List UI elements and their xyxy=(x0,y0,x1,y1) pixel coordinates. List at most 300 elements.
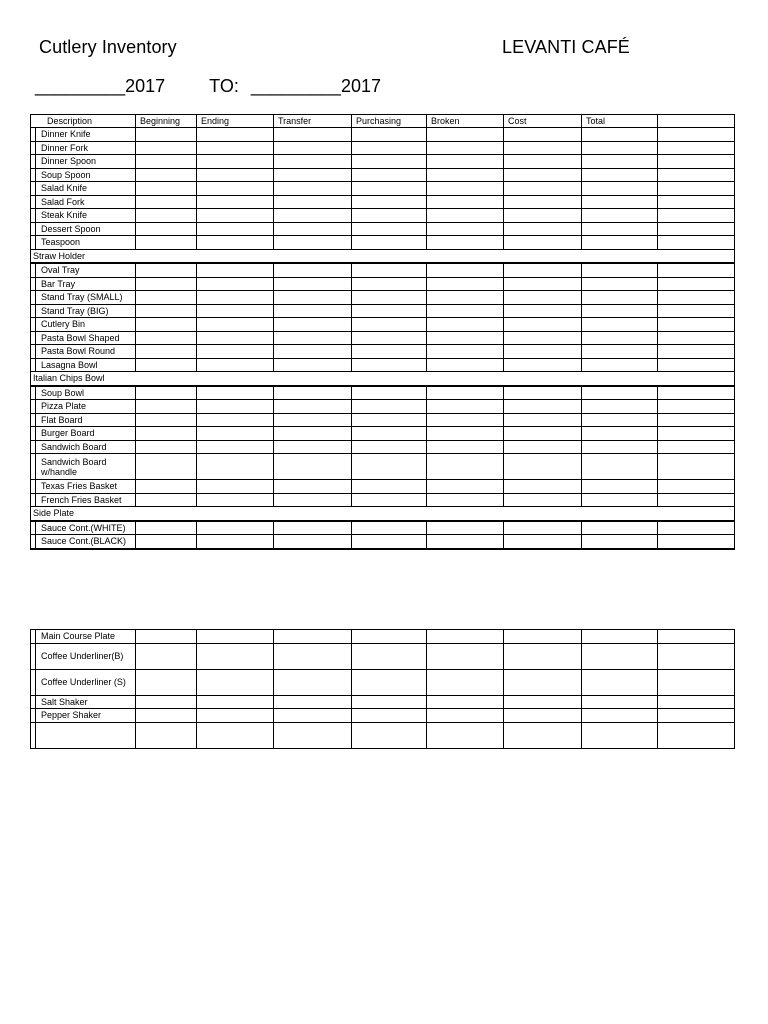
cell-beginning[interactable] xyxy=(136,236,197,250)
section-row xyxy=(31,372,735,386)
table-header-row xyxy=(31,115,735,128)
cell-ending[interactable] xyxy=(197,521,274,535)
cell-total[interactable] xyxy=(582,318,658,332)
cell-beginning[interactable] xyxy=(136,358,197,372)
date-range xyxy=(35,76,381,97)
cell-transfer[interactable] xyxy=(274,493,352,507)
cell-ending[interactable] xyxy=(197,643,274,669)
cell-beginning[interactable] xyxy=(136,630,197,644)
cell-purchasing[interactable] xyxy=(352,236,427,250)
cell-purchasing[interactable] xyxy=(352,291,427,305)
cell-cost[interactable] xyxy=(504,413,582,427)
cell-total[interactable] xyxy=(582,263,658,277)
cell-purchasing[interactable] xyxy=(352,630,427,644)
cell-total[interactable] xyxy=(582,195,658,209)
cell-extra[interactable] xyxy=(658,209,735,223)
cell-beginning[interactable] xyxy=(136,440,197,454)
cell-cost[interactable] xyxy=(504,695,582,709)
cell-cost[interactable] xyxy=(504,128,582,142)
cell-ending[interactable] xyxy=(197,277,274,291)
cell-extra[interactable] xyxy=(658,318,735,332)
cell-extra[interactable] xyxy=(658,535,735,549)
cell-beginning[interactable] xyxy=(136,318,197,332)
cell-extra[interactable] xyxy=(658,263,735,277)
cell-total[interactable] xyxy=(582,141,658,155)
cell-cost[interactable] xyxy=(504,141,582,155)
cell-purchasing[interactable] xyxy=(352,209,427,223)
cell-beginning[interactable] xyxy=(136,454,197,480)
cell-transfer[interactable] xyxy=(274,630,352,644)
cell-transfer[interactable] xyxy=(274,182,352,196)
cell-transfer[interactable] xyxy=(274,454,352,480)
cell-beginning[interactable] xyxy=(136,263,197,277)
cell-total[interactable] xyxy=(582,454,658,480)
cell-broken[interactable] xyxy=(427,413,504,427)
cell-transfer[interactable] xyxy=(274,318,352,332)
table-row xyxy=(31,155,735,169)
cell-cost[interactable] xyxy=(504,722,582,748)
cell-purchasing[interactable] xyxy=(352,427,427,441)
cell-ending[interactable] xyxy=(197,427,274,441)
cell-extra[interactable] xyxy=(658,709,735,723)
cell-total[interactable] xyxy=(582,304,658,318)
cell-broken[interactable] xyxy=(427,222,504,236)
cell-extra[interactable] xyxy=(658,345,735,359)
to-year: 2017 xyxy=(340,76,381,96)
cell-purchasing[interactable] xyxy=(352,182,427,196)
cell-total[interactable] xyxy=(582,643,658,669)
cell-total[interactable] xyxy=(582,236,658,250)
cell-ending[interactable] xyxy=(197,454,274,480)
cell-broken[interactable] xyxy=(427,722,504,748)
cell-purchasing[interactable] xyxy=(352,521,427,535)
cell-total[interactable] xyxy=(582,345,658,359)
col-header-broken: Broken xyxy=(427,115,504,128)
cell-purchasing[interactable] xyxy=(352,493,427,507)
cell-total[interactable] xyxy=(582,630,658,644)
cell-extra[interactable] xyxy=(658,480,735,494)
item-description: Teaspoon xyxy=(36,236,136,250)
cell-transfer[interactable] xyxy=(274,304,352,318)
cell-ending[interactable] xyxy=(197,155,274,169)
table-row xyxy=(31,222,735,236)
cell-cost[interactable] xyxy=(504,440,582,454)
cell-extra[interactable] xyxy=(658,493,735,507)
cell-transfer[interactable] xyxy=(274,345,352,359)
cell-beginning[interactable] xyxy=(136,521,197,535)
cell-total[interactable] xyxy=(582,669,658,695)
cell-beginning[interactable] xyxy=(136,277,197,291)
cell-broken[interactable] xyxy=(427,521,504,535)
cell-purchasing[interactable] xyxy=(352,709,427,723)
cell-beginning[interactable] xyxy=(136,155,197,169)
cell-purchasing[interactable] xyxy=(352,222,427,236)
cell-cost[interactable] xyxy=(504,358,582,372)
item-description: Bar Tray xyxy=(36,277,136,291)
cell-beginning[interactable] xyxy=(136,427,197,441)
table-row xyxy=(31,141,735,155)
cell-purchasing[interactable] xyxy=(352,480,427,494)
cell-broken[interactable] xyxy=(427,195,504,209)
cell-transfer[interactable] xyxy=(274,386,352,400)
cell-ending[interactable] xyxy=(197,480,274,494)
cell-purchasing[interactable] xyxy=(352,643,427,669)
col-header-purchasing: Purchasing xyxy=(352,115,427,128)
cell-broken[interactable] xyxy=(427,630,504,644)
cell-purchasing[interactable] xyxy=(352,304,427,318)
cell-broken[interactable] xyxy=(427,669,504,695)
cell-transfer[interactable] xyxy=(274,521,352,535)
cell-beginning[interactable] xyxy=(136,345,197,359)
cell-beginning[interactable] xyxy=(136,722,197,748)
cell-total[interactable] xyxy=(582,709,658,723)
cell-ending[interactable] xyxy=(197,195,274,209)
cell-cost[interactable] xyxy=(504,669,582,695)
cell-total[interactable] xyxy=(582,291,658,305)
cell-purchasing[interactable] xyxy=(352,155,427,169)
cell-beginning[interactable] xyxy=(136,493,197,507)
cell-broken[interactable] xyxy=(427,427,504,441)
item-description: Soup Spoon xyxy=(36,168,136,182)
cell-broken[interactable] xyxy=(427,643,504,669)
cell-extra[interactable] xyxy=(658,182,735,196)
col-header-total: Total xyxy=(582,115,658,128)
cell-broken[interactable] xyxy=(427,128,504,142)
cell-transfer[interactable] xyxy=(274,236,352,250)
cell-broken[interactable] xyxy=(427,386,504,400)
cell-cost[interactable] xyxy=(504,155,582,169)
cell-purchasing[interactable] xyxy=(352,440,427,454)
cell-extra[interactable] xyxy=(658,427,735,441)
cell-ending[interactable] xyxy=(197,291,274,305)
cell-ending[interactable] xyxy=(197,722,274,748)
cell-beginning[interactable] xyxy=(136,643,197,669)
cell-cost[interactable] xyxy=(504,318,582,332)
cell-total[interactable] xyxy=(582,400,658,414)
cell-transfer[interactable] xyxy=(274,413,352,427)
cell-transfer[interactable] xyxy=(274,643,352,669)
document-title: Cutlery Inventory xyxy=(39,37,177,57)
cell-ending[interactable] xyxy=(197,222,274,236)
section-row xyxy=(31,249,735,263)
table-row xyxy=(31,277,735,291)
cell-transfer[interactable] xyxy=(274,400,352,414)
cell-extra[interactable] xyxy=(658,155,735,169)
section-label: Straw Holder xyxy=(31,249,735,263)
cell-total[interactable] xyxy=(582,182,658,196)
item-description: Stand Tray (BIG) xyxy=(36,304,136,318)
cell-ending[interactable] xyxy=(197,358,274,372)
cell-purchasing[interactable] xyxy=(352,195,427,209)
col-header-description: Description xyxy=(31,115,136,128)
cell-purchasing[interactable] xyxy=(352,318,427,332)
cell-ending[interactable] xyxy=(197,304,274,318)
cell-transfer[interactable] xyxy=(274,427,352,441)
cell-broken[interactable] xyxy=(427,709,504,723)
cell-total[interactable] xyxy=(582,168,658,182)
cell-cost[interactable] xyxy=(504,386,582,400)
cell-ending[interactable] xyxy=(197,141,274,155)
cell-cost[interactable] xyxy=(504,222,582,236)
cell-beginning[interactable] xyxy=(136,709,197,723)
cell-purchasing[interactable] xyxy=(352,277,427,291)
cell-broken[interactable] xyxy=(427,493,504,507)
cell-cost[interactable] xyxy=(504,493,582,507)
cell-extra[interactable] xyxy=(658,195,735,209)
cell-extra[interactable] xyxy=(658,643,735,669)
cell-ending[interactable] xyxy=(197,128,274,142)
cell-transfer[interactable] xyxy=(274,722,352,748)
cell-broken[interactable] xyxy=(427,182,504,196)
cell-ending[interactable] xyxy=(197,331,274,345)
cell-ending[interactable] xyxy=(197,263,274,277)
cell-extra[interactable] xyxy=(658,669,735,695)
cell-transfer[interactable] xyxy=(274,222,352,236)
cell-broken[interactable] xyxy=(427,345,504,359)
cell-ending[interactable] xyxy=(197,182,274,196)
item-description: Steak Knife xyxy=(36,209,136,223)
cell-ending[interactable] xyxy=(197,535,274,549)
cell-transfer[interactable] xyxy=(274,358,352,372)
cell-total[interactable] xyxy=(582,155,658,169)
cell-beginning[interactable] xyxy=(136,222,197,236)
cell-broken[interactable] xyxy=(427,695,504,709)
cell-total[interactable] xyxy=(582,209,658,223)
cell-total[interactable] xyxy=(582,358,658,372)
cell-beginning[interactable] xyxy=(136,695,197,709)
cell-broken[interactable] xyxy=(427,141,504,155)
cell-cost[interactable] xyxy=(504,182,582,196)
item-description: Pizza Plate xyxy=(36,400,136,414)
cell-extra[interactable] xyxy=(658,695,735,709)
cell-extra[interactable] xyxy=(658,630,735,644)
cell-beginning[interactable] xyxy=(136,141,197,155)
cell-ending[interactable] xyxy=(197,695,274,709)
cell-ending[interactable] xyxy=(197,345,274,359)
cell-purchasing[interactable] xyxy=(352,386,427,400)
cell-beginning[interactable] xyxy=(136,209,197,223)
cell-cost[interactable] xyxy=(504,400,582,414)
cell-broken[interactable] xyxy=(427,263,504,277)
cell-beginning[interactable] xyxy=(136,386,197,400)
to-label: TO: xyxy=(209,76,239,96)
to-date-blank[interactable]: _________ xyxy=(250,76,341,96)
cell-beginning[interactable] xyxy=(136,400,197,414)
cell-purchasing[interactable] xyxy=(352,263,427,277)
table-row xyxy=(31,304,735,318)
cell-transfer[interactable] xyxy=(274,168,352,182)
cell-purchasing[interactable] xyxy=(352,141,427,155)
cell-transfer[interactable] xyxy=(274,128,352,142)
cell-transfer[interactable] xyxy=(274,195,352,209)
cell-total[interactable] xyxy=(582,222,658,236)
cell-purchasing[interactable] xyxy=(352,128,427,142)
cell-cost[interactable] xyxy=(504,236,582,250)
cell-beginning[interactable] xyxy=(136,413,197,427)
cell-broken[interactable] xyxy=(427,168,504,182)
cell-total[interactable] xyxy=(582,695,658,709)
item-description: Pasta Bowl Round xyxy=(36,345,136,359)
cell-total[interactable] xyxy=(582,128,658,142)
item-description: Flat Board xyxy=(36,413,136,427)
cell-extra[interactable] xyxy=(658,277,735,291)
cell-transfer[interactable] xyxy=(274,263,352,277)
cell-extra[interactable] xyxy=(658,400,735,414)
cell-purchasing[interactable] xyxy=(352,669,427,695)
cell-beginning[interactable] xyxy=(136,168,197,182)
cell-ending[interactable] xyxy=(197,236,274,250)
cell-total[interactable] xyxy=(582,535,658,549)
cell-extra[interactable] xyxy=(658,440,735,454)
cell-cost[interactable] xyxy=(504,427,582,441)
cell-purchasing[interactable] xyxy=(352,722,427,748)
cell-total[interactable] xyxy=(582,277,658,291)
cell-extra[interactable] xyxy=(658,358,735,372)
cell-extra[interactable] xyxy=(658,413,735,427)
table-row xyxy=(31,643,735,669)
cell-transfer[interactable] xyxy=(274,141,352,155)
cell-transfer[interactable] xyxy=(274,209,352,223)
cell-broken[interactable] xyxy=(427,277,504,291)
cell-broken[interactable] xyxy=(427,358,504,372)
cell-beginning[interactable] xyxy=(136,291,197,305)
table-row xyxy=(31,493,735,507)
cell-total[interactable] xyxy=(582,480,658,494)
cell-cost[interactable] xyxy=(504,263,582,277)
from-date-blank[interactable]: _________ xyxy=(35,76,126,96)
cell-purchasing[interactable] xyxy=(352,358,427,372)
cell-cost[interactable] xyxy=(504,480,582,494)
cell-ending[interactable] xyxy=(197,386,274,400)
cell-transfer[interactable] xyxy=(274,331,352,345)
cell-transfer[interactable] xyxy=(274,440,352,454)
cell-ending[interactable] xyxy=(197,413,274,427)
cell-purchasing[interactable] xyxy=(352,535,427,549)
cell-extra[interactable] xyxy=(658,304,735,318)
section-row xyxy=(31,507,735,521)
cell-extra[interactable] xyxy=(658,454,735,480)
cell-beginning[interactable] xyxy=(136,128,197,142)
cell-beginning[interactable] xyxy=(136,304,197,318)
cell-ending[interactable] xyxy=(197,168,274,182)
cell-extra[interactable] xyxy=(658,236,735,250)
cell-purchasing[interactable] xyxy=(352,331,427,345)
cell-ending[interactable] xyxy=(197,669,274,695)
cell-cost[interactable] xyxy=(504,643,582,669)
cell-cost[interactable] xyxy=(504,331,582,345)
item-description: French Fries Basket xyxy=(36,493,136,507)
cell-cost[interactable] xyxy=(504,521,582,535)
cell-beginning[interactable] xyxy=(136,480,197,494)
cell-broken[interactable] xyxy=(427,155,504,169)
cell-purchasing[interactable] xyxy=(352,695,427,709)
cell-broken[interactable] xyxy=(427,535,504,549)
cell-cost[interactable] xyxy=(504,291,582,305)
cell-total[interactable] xyxy=(582,493,658,507)
cell-transfer[interactable] xyxy=(274,709,352,723)
cell-broken[interactable] xyxy=(427,209,504,223)
cell-extra[interactable] xyxy=(658,331,735,345)
cell-purchasing[interactable] xyxy=(352,345,427,359)
item-description: Pasta Bowl Shaped xyxy=(36,331,136,345)
cell-broken[interactable] xyxy=(427,236,504,250)
cell-beginning[interactable] xyxy=(136,331,197,345)
table-row xyxy=(31,413,735,427)
cell-extra[interactable] xyxy=(658,291,735,305)
cell-cost[interactable] xyxy=(504,630,582,644)
cell-transfer[interactable] xyxy=(274,155,352,169)
cell-extra[interactable] xyxy=(658,521,735,535)
cell-ending[interactable] xyxy=(197,630,274,644)
cell-broken[interactable] xyxy=(427,331,504,345)
cell-transfer[interactable] xyxy=(274,277,352,291)
cell-total[interactable] xyxy=(582,427,658,441)
cell-purchasing[interactable] xyxy=(352,454,427,480)
cell-extra[interactable] xyxy=(658,222,735,236)
cell-ending[interactable] xyxy=(197,709,274,723)
cell-cost[interactable] xyxy=(504,709,582,723)
table-row xyxy=(31,535,735,549)
cell-transfer[interactable] xyxy=(274,480,352,494)
cell-cost[interactable] xyxy=(504,345,582,359)
cell-beginning[interactable] xyxy=(136,182,197,196)
cell-cost[interactable] xyxy=(504,209,582,223)
cell-beginning[interactable] xyxy=(136,669,197,695)
cell-broken[interactable] xyxy=(427,454,504,480)
cell-extra[interactable] xyxy=(658,386,735,400)
cell-beginning[interactable] xyxy=(136,195,197,209)
cell-broken[interactable] xyxy=(427,440,504,454)
cell-cost[interactable] xyxy=(504,277,582,291)
cell-total[interactable] xyxy=(582,413,658,427)
cell-transfer[interactable] xyxy=(274,291,352,305)
cell-purchasing[interactable] xyxy=(352,413,427,427)
cell-ending[interactable] xyxy=(197,209,274,223)
cell-extra[interactable] xyxy=(658,128,735,142)
cell-total[interactable] xyxy=(582,722,658,748)
cell-broken[interactable] xyxy=(427,304,504,318)
col-header-cost: Cost xyxy=(504,115,582,128)
cell-extra[interactable] xyxy=(658,141,735,155)
item-description: Dinner Knife xyxy=(36,128,136,142)
cell-cost[interactable] xyxy=(504,168,582,182)
cell-transfer[interactable] xyxy=(274,669,352,695)
cell-extra[interactable] xyxy=(658,722,735,748)
cell-broken[interactable] xyxy=(427,291,504,305)
cell-broken[interactable] xyxy=(427,318,504,332)
cell-purchasing[interactable] xyxy=(352,168,427,182)
cell-ending[interactable] xyxy=(197,318,274,332)
cell-beginning[interactable] xyxy=(136,535,197,549)
cell-cost[interactable] xyxy=(504,535,582,549)
cell-purchasing[interactable] xyxy=(352,400,427,414)
cell-cost[interactable] xyxy=(504,304,582,318)
cell-ending[interactable] xyxy=(197,400,274,414)
cell-transfer[interactable] xyxy=(274,535,352,549)
cell-ending[interactable] xyxy=(197,440,274,454)
cell-transfer[interactable] xyxy=(274,695,352,709)
cell-total[interactable] xyxy=(582,521,658,535)
cell-broken[interactable] xyxy=(427,480,504,494)
cell-cost[interactable] xyxy=(504,454,582,480)
cell-total[interactable] xyxy=(582,331,658,345)
cell-total[interactable] xyxy=(582,386,658,400)
cell-extra[interactable] xyxy=(658,168,735,182)
cell-ending[interactable] xyxy=(197,493,274,507)
cell-total[interactable] xyxy=(582,440,658,454)
cell-cost[interactable] xyxy=(504,195,582,209)
cell-broken[interactable] xyxy=(427,400,504,414)
